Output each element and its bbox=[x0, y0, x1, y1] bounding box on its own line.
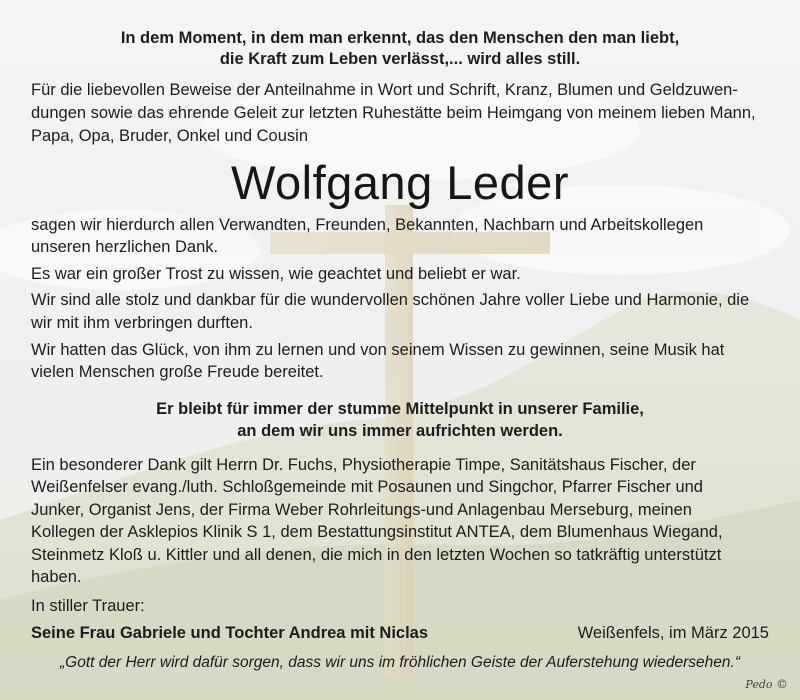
intro-quote-line-2: die Kraft zum Leben verlässt,... wird alles still. bbox=[219, 50, 581, 68]
center-statement-line-1: Er bleibt für immer der stumme Mittelpunkt in unserer Familie, bbox=[156, 400, 644, 418]
deceased-name: Wolfgang Leder bbox=[231, 156, 569, 209]
thanks-intro-line-2: dungen sowie das ehrende Geleit zur letzten Ruhestätte beim Heimgang von meinem lieben Mann, bbox=[31, 104, 756, 122]
special-thanks-line-5: Steinmetz Kloß u. Kittler und all denen, die mich in den letzten Wochen so tatkräftig unterstützt bbox=[31, 546, 722, 564]
paragraph-glueck-line-2: vielen Menschen große Freude bereitet. bbox=[31, 363, 324, 381]
signature-name: Pedo bbox=[745, 678, 773, 691]
center-statement-line-2: an dem wir uns immer aufrichten werden. bbox=[237, 422, 563, 440]
special-thanks-line-1: Ein besonderer Dank gilt Herrn Dr. Fuchs, Physiotherapie Timpe, Sanitätshaus Fischer, der bbox=[31, 456, 696, 474]
signature bbox=[745, 677, 788, 691]
paragraph-stolz-line-2: wir mit ihm verbringen durften. bbox=[31, 314, 253, 332]
special-thanks-line-4: Kollegen der Asklepios Klinik S 1, dem Bestattungsinstitut ANTEA, dem Blumenhaus Wiegand, bbox=[31, 523, 723, 541]
thanks-line-2: unseren herzlichen Dank. bbox=[31, 238, 219, 256]
paragraph-stolz-line-1: Wir sind alle stolz und dankbar für die wundervollen schönen Jahre voller Liebe und Harmonie, die bbox=[31, 291, 750, 309]
mourning-label: In stiller Trauer: bbox=[31, 597, 145, 615]
thanks-intro-line-3: Papa, Opa, Bruder, Onkel und Cousin bbox=[31, 127, 309, 145]
intro-quote-line-1: In dem Moment, in dem man erkennt, das den Menschen den man liebt, bbox=[120, 29, 680, 47]
paragraph-trost: Es war ein großer Trost zu wissen, wie geachtet und beliebt er war. bbox=[31, 265, 521, 283]
paragraph-glueck-line-1: Wir hatten das Glück, von ihm zu lernen und von seinem Wissen zu gewinnen, seine Musik hat bbox=[31, 341, 725, 359]
place-date: Weißenfels, im März 2015 bbox=[577, 624, 769, 642]
special-thanks-line-6: haben. bbox=[31, 568, 82, 586]
special-thanks-line-2: Weißenfelser evang./luth. Schloßgemeinde mit Posaunen und Singchor, Pfarrer Fischer und bbox=[31, 478, 703, 496]
mourners: Seine Frau Gabriele und Tochter Andrea mit Niclas bbox=[31, 624, 429, 642]
thanks-intro-line-1: Für die liebevollen Beweise der Anteilnahme in Wort und Schrift, Kranz, Blumen und Geldzuwen- bbox=[31, 81, 738, 99]
closing-quote: „Gott der Herr wird dafür sorgen, dass wir uns im fröhlichen Geiste der Auferstehung wiedersehen.“ bbox=[59, 654, 740, 671]
thanks-line-1: sagen wir hierdurch allen Verwandten, Freunden, Bekannten, Nachbarn und Arbeitskollegen bbox=[31, 216, 704, 234]
copyright-icon: © bbox=[776, 677, 788, 691]
special-thanks-line-3: Junker, Organist Jens, der Firma Weber Rohrleitungs-und Anlagenbau Merseburg, meinen bbox=[31, 501, 692, 519]
